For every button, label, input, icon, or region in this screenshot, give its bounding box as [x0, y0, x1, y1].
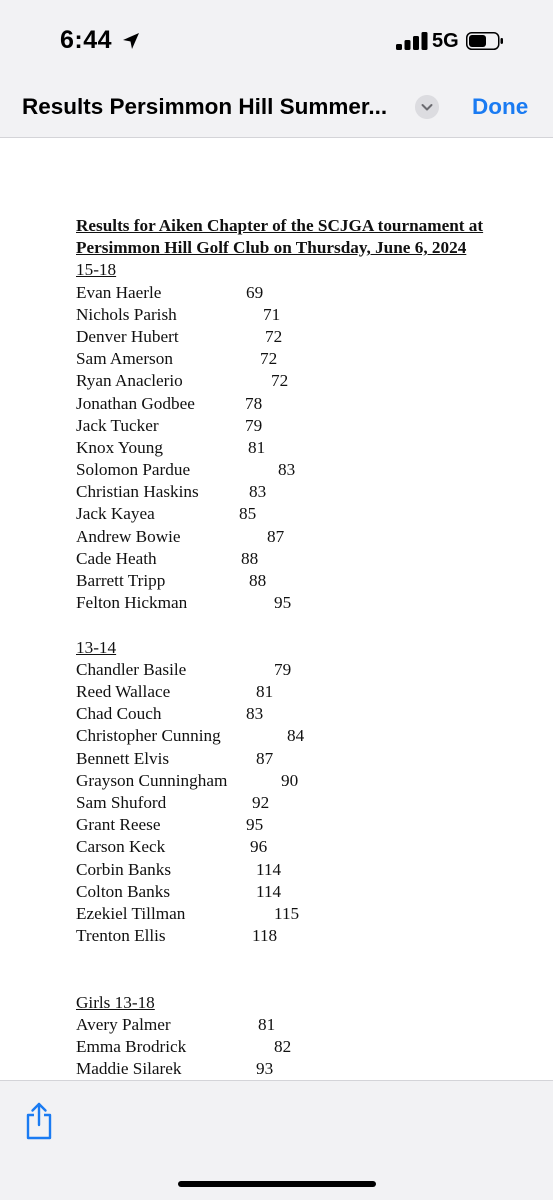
player-name: Jonathan Godbee: [76, 393, 195, 413]
result-row: [76, 1014, 546, 1036]
result-row: [76, 415, 546, 437]
player-name: Felton Hickman: [76, 593, 188, 613]
player-score: 81: [256, 682, 274, 701]
player-name: Grant Reese: [76, 815, 161, 835]
player-name: Sam Shuford: [76, 792, 167, 812]
result-row: [76, 370, 546, 392]
document-view[interactable]: [0, 138, 553, 1080]
player-score: 88: [241, 548, 259, 568]
player-score: 95: [246, 815, 264, 835]
bottom-toolbar: [0, 1080, 553, 1200]
result-row: [76, 437, 546, 459]
player-name: Sam Amerson: [76, 349, 173, 369]
chevron-down-icon[interactable]: [415, 95, 439, 119]
player-score: 85: [239, 504, 257, 524]
player-score: 115: [274, 903, 300, 923]
result-row: [76, 481, 546, 503]
result-row: [76, 548, 546, 570]
player-score: 90: [281, 770, 299, 790]
player-name: Cade Heath: [76, 548, 157, 568]
player-score: 92: [252, 792, 270, 812]
player-name: Corbin Banks: [76, 859, 172, 879]
result-row: [76, 1058, 546, 1080]
section-gap: [76, 614, 546, 636]
player-score: 83: [278, 460, 296, 480]
player-score: 118: [252, 926, 278, 946]
player-name: Jack Tucker: [76, 415, 159, 435]
section-gap: [76, 947, 546, 991]
player-score: 72: [260, 349, 278, 369]
result-row: [76, 592, 546, 614]
share-icon[interactable]: [24, 1101, 54, 1141]
player-name: Grayson Cunningham: [76, 770, 228, 790]
section-title-15-18: 15-18: [76, 260, 117, 280]
result-row: [76, 348, 546, 370]
player-name: Ryan Anaclerio: [76, 371, 183, 391]
player-name: Avery Palmer: [76, 1014, 171, 1034]
player-score: 71: [263, 304, 281, 324]
result-row: [76, 859, 546, 881]
player-name: Maddie Silarek: [76, 1059, 182, 1079]
result-row: [76, 725, 546, 747]
result-row: [76, 681, 546, 703]
status-bar: [0, 0, 553, 80]
player-score: 79: [274, 659, 292, 679]
results-list-15-18: [76, 282, 546, 615]
player-name: Barrett Tripp: [76, 571, 166, 591]
player-name: Denver Hubert: [76, 326, 179, 346]
result-row: [76, 393, 546, 415]
document-content: [76, 215, 546, 1080]
player-score: 78: [245, 393, 263, 413]
result-row: [76, 459, 546, 481]
battery-icon: [466, 32, 504, 50]
result-row: [76, 836, 546, 858]
player-score: 88: [249, 571, 267, 591]
results-list-13-14: [76, 659, 546, 947]
section-title-girls-13-18: Girls 13-18: [76, 992, 155, 1012]
result-row: [76, 304, 546, 326]
player-name: Jack Kayea: [76, 504, 155, 524]
player-score: 82: [274, 1037, 292, 1057]
player-score: 95: [274, 593, 292, 613]
result-row: [76, 703, 546, 725]
player-name: Bennett Elvis: [76, 748, 170, 768]
result-row: [76, 570, 546, 592]
result-row: [76, 326, 546, 348]
document-heading-line-2: Persimmon Hill Golf Club on Thursday, June 6, 2024: [76, 238, 467, 258]
player-score: 83: [249, 482, 267, 502]
player-score: 114: [256, 881, 282, 901]
player-name: Colton Banks: [76, 881, 171, 901]
player-name: Reed Wallace: [76, 682, 171, 701]
navigation-bar: [0, 80, 553, 138]
result-row: [76, 792, 546, 814]
player-score: 81: [248, 437, 266, 457]
player-score: 81: [258, 1014, 276, 1034]
player-score: 79: [245, 415, 263, 435]
result-row: [76, 282, 546, 304]
player-score: 87: [267, 526, 285, 546]
player-name: Chandler Basile: [76, 659, 187, 679]
player-name: Ezekiel Tillman: [76, 903, 186, 923]
player-score: 83: [246, 704, 264, 724]
document-title[interactable]: Results Persimmon Hill Summer...: [22, 94, 388, 119]
player-name: Evan Haerle: [76, 282, 162, 302]
player-score: 72: [265, 326, 283, 346]
player-score: 93: [256, 1059, 274, 1079]
status-time: 6:44: [60, 26, 113, 54]
result-row: [76, 748, 546, 770]
result-row: [76, 526, 546, 548]
player-score: 114: [256, 859, 282, 879]
section-title-13-14: 13-14: [76, 637, 117, 657]
result-row: [76, 770, 546, 792]
player-score: 87: [256, 748, 274, 768]
player-score: 84: [287, 726, 305, 746]
player-score: 69: [246, 282, 264, 302]
document-heading-line-1: Results for Aiken Chapter of the SCJGA tournament at: [76, 216, 484, 235]
player-name: Christian Haskins: [76, 482, 199, 502]
player-name: Chad Couch: [76, 704, 162, 724]
home-indicator[interactable]: [178, 1181, 376, 1187]
signal-bars-icon: [396, 32, 428, 50]
result-row: [76, 814, 546, 836]
player-name: Nichols Parish: [76, 304, 177, 324]
done-button[interactable]: Done: [472, 94, 529, 119]
result-row: [76, 903, 546, 925]
network-type: 5G: [432, 30, 459, 52]
player-score: 96: [250, 837, 268, 857]
player-score: 72: [271, 371, 289, 391]
result-row: [76, 925, 546, 947]
player-name: Knox Young: [76, 437, 163, 457]
results-list-girls-13-18: [76, 1014, 546, 1080]
result-row: [76, 503, 546, 525]
player-name: Solomon Pardue: [76, 460, 191, 480]
location-arrow-icon: [121, 31, 141, 51]
player-name: Christopher Cunning: [76, 726, 221, 746]
result-row: [76, 881, 546, 903]
player-name: Trenton Ellis: [76, 926, 166, 946]
player-name: Andrew Bowie: [76, 526, 181, 546]
result-row: [76, 659, 546, 681]
result-row: [76, 1036, 546, 1058]
player-name: Emma Brodrick: [76, 1037, 187, 1057]
player-name: Carson Keck: [76, 837, 166, 857]
